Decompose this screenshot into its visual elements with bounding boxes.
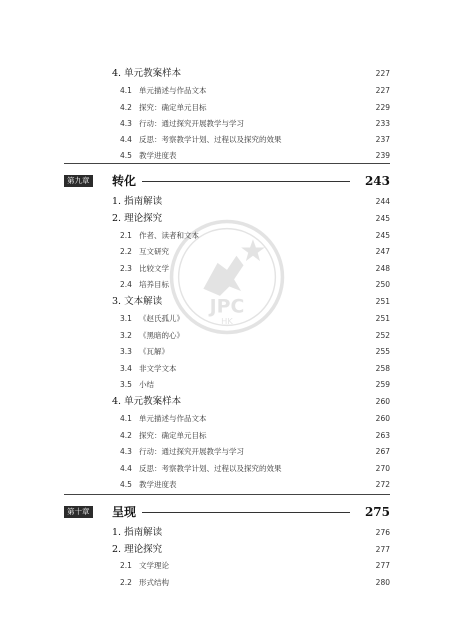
entry-page-number: 277 <box>375 561 390 570</box>
entry-title <box>120 84 207 98</box>
entry-label: 文学理论 <box>139 561 169 570</box>
toc-section-entry[interactable] <box>0 195 453 209</box>
watermark-subtext: HK <box>221 316 233 327</box>
toc-section-entry[interactable] <box>0 67 453 81</box>
entry-title <box>120 378 154 392</box>
chapter-title: 转化 <box>112 174 137 188</box>
entry-title <box>120 101 207 115</box>
entry-page-number: 229 <box>375 103 390 112</box>
toc-subsection-entry[interactable] <box>0 576 453 590</box>
entry-title <box>120 445 244 459</box>
entry-page-number: 247 <box>375 247 390 256</box>
entry-label: 3. 文本解读 <box>112 296 163 307</box>
toc-section-entry[interactable] <box>0 526 453 540</box>
entry-number: 4.3 <box>120 119 132 128</box>
entry-label: 1. 指南解读 <box>112 527 163 538</box>
entry-title <box>120 429 207 443</box>
entry-label: 反思：考察教学计划、过程以及探究的效果 <box>139 464 282 473</box>
entry-title <box>112 526 162 540</box>
entry-number: 4.5 <box>120 151 132 160</box>
entry-number: 4.3 <box>120 447 132 456</box>
entry-number: 2.2 <box>120 578 132 587</box>
entry-label: 单元描述与作品文本 <box>139 414 207 423</box>
watermark-text: JPC <box>209 295 245 318</box>
entry-title <box>112 212 162 226</box>
entry-page-number: 227 <box>375 86 390 95</box>
entry-number: 4.4 <box>120 135 132 144</box>
chapter-page-number: 243 <box>364 174 390 188</box>
entry-title <box>120 559 169 573</box>
entry-label: 教学进度表 <box>139 151 177 160</box>
entry-page-number: 263 <box>375 431 390 440</box>
entry-label: 小结 <box>139 380 154 389</box>
entry-title <box>120 133 282 147</box>
toc-subsection-entry[interactable] <box>0 412 453 426</box>
entry-number: 4.2 <box>120 431 132 440</box>
chapter-rule <box>142 512 350 513</box>
chapter-number-badge: 第九章 <box>64 175 93 187</box>
entry-number: 3.1 <box>120 314 132 323</box>
entry-title <box>112 67 181 81</box>
chapter-rule <box>142 181 350 182</box>
entry-label: 2. 理论探究 <box>112 544 163 555</box>
entry-number: 4.1 <box>120 86 132 95</box>
toc-subsection-entry[interactable] <box>0 362 453 376</box>
entry-number: 3.2 <box>120 331 132 340</box>
entry-number: 4.1 <box>120 414 132 423</box>
entry-title <box>120 478 177 492</box>
entry-label: 单元描述与作品文本 <box>139 86 207 95</box>
entry-label: 探究：确定单元目标 <box>139 431 207 440</box>
chapter-number-badge: 第十章 <box>64 506 93 518</box>
entry-page-number: 248 <box>375 264 390 273</box>
entry-label: 《瓦解》 <box>139 347 169 356</box>
entry-title <box>112 543 162 557</box>
entry-title <box>120 462 282 476</box>
entry-title <box>120 245 169 259</box>
entry-page-number: 244 <box>375 197 390 206</box>
entry-number: 2.1 <box>120 561 132 570</box>
entry-page-number: 251 <box>375 297 390 306</box>
entry-label: 行动：通过探究开展教学与学习 <box>139 119 244 128</box>
entry-label: 2. 理论探究 <box>112 213 163 224</box>
entry-page-number: 233 <box>375 119 390 128</box>
entry-page-number: 258 <box>375 364 390 373</box>
chapter-divider <box>64 494 390 495</box>
entry-label: 形式结构 <box>139 578 169 587</box>
entry-label: 教学进度表 <box>139 480 177 489</box>
chapter-heading[interactable] <box>0 172 453 190</box>
toc-subsection-entry[interactable] <box>0 101 453 115</box>
entry-page-number: 270 <box>375 464 390 473</box>
entry-label: 互文研究 <box>139 247 169 256</box>
toc-section-entry[interactable] <box>0 543 453 557</box>
entry-label: 4. 单元教案样本 <box>112 68 182 79</box>
toc-subsection-entry[interactable] <box>0 478 453 492</box>
entry-page-number: 245 <box>375 231 390 240</box>
entry-title <box>120 278 169 292</box>
entry-page-number: 227 <box>375 69 390 78</box>
entry-label: 反思：考察教学计划、过程以及探究的效果 <box>139 135 282 144</box>
entry-label: 行动：通过探究开展教学与学习 <box>139 447 244 456</box>
entry-title <box>120 576 169 590</box>
entry-page-number: 280 <box>375 578 390 587</box>
entry-number: 2.1 <box>120 231 132 240</box>
chapter-title: 呈现 <box>112 505 137 519</box>
entry-label: 1. 指南解读 <box>112 196 163 207</box>
entry-page-number: 267 <box>375 447 390 456</box>
entry-title <box>120 262 169 276</box>
entry-number: 4.2 <box>120 103 132 112</box>
entry-number: 3.5 <box>120 380 132 389</box>
entry-title <box>120 117 244 131</box>
entry-label: 培养目标 <box>139 280 169 289</box>
entry-number: 4.4 <box>120 464 132 473</box>
entry-page-number: 237 <box>375 135 390 144</box>
entry-title <box>112 395 181 409</box>
entry-number: 2.2 <box>120 247 132 256</box>
entry-title <box>120 345 169 359</box>
entry-title <box>112 295 162 309</box>
entry-page-number: 251 <box>375 314 390 323</box>
entry-label: 作者、读者和文本 <box>139 231 199 240</box>
chapter-page-number: 275 <box>364 505 390 519</box>
entry-page-number: 250 <box>375 280 390 289</box>
toc-subsection-entry[interactable] <box>0 559 453 573</box>
toc-subsection-entry[interactable] <box>0 429 453 443</box>
toc-subsection-entry[interactable] <box>0 84 453 98</box>
chapter-heading[interactable] <box>0 503 453 521</box>
toc-subsection-entry[interactable] <box>0 133 453 147</box>
entry-page-number: 259 <box>375 380 390 389</box>
entry-number: 4.5 <box>120 480 132 489</box>
entry-number: 3.4 <box>120 364 132 373</box>
entry-number: 2.3 <box>120 264 132 273</box>
entry-page-number: 260 <box>375 397 390 406</box>
entry-label: 非文学文本 <box>139 364 177 373</box>
chapter-divider <box>64 163 390 164</box>
entry-title <box>112 195 162 209</box>
entry-label: 比较文学 <box>139 264 169 273</box>
entry-label: 《赵氏孤儿》 <box>139 314 184 323</box>
toc-subsection-entry[interactable] <box>0 445 453 459</box>
publisher-watermark-logo <box>168 218 286 336</box>
entry-label: 《黑暗的心》 <box>139 331 184 340</box>
entry-page-number: 272 <box>375 480 390 489</box>
entry-page-number: 260 <box>375 414 390 423</box>
toc-subsection-entry[interactable] <box>0 149 453 163</box>
entry-title <box>120 149 177 163</box>
entry-page-number: 277 <box>375 545 390 554</box>
entry-title <box>120 362 177 376</box>
toc-subsection-entry[interactable] <box>0 462 453 476</box>
entry-page-number: 245 <box>375 214 390 223</box>
entry-title <box>120 412 207 426</box>
entry-label: 4. 单元教案样本 <box>112 396 182 407</box>
toc-subsection-entry[interactable] <box>0 345 453 359</box>
entry-page-number: 252 <box>375 331 390 340</box>
toc-section-entry[interactable] <box>0 395 453 409</box>
entry-page-number: 255 <box>375 347 390 356</box>
entry-number: 3.3 <box>120 347 132 356</box>
toc-subsection-entry[interactable] <box>0 117 453 131</box>
entry-page-number: 239 <box>375 151 390 160</box>
entry-page-number: 276 <box>375 528 390 537</box>
toc-subsection-entry[interactable] <box>0 378 453 392</box>
entry-number: 2.4 <box>120 280 132 289</box>
entry-label: 探究：确定单元目标 <box>139 103 207 112</box>
